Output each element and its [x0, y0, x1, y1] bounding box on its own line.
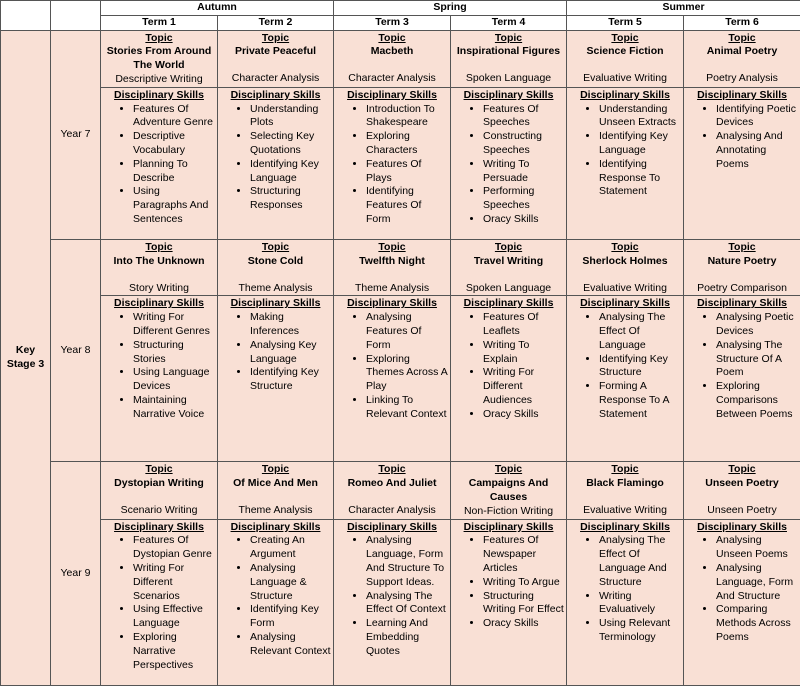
- topic-label: Topic: [334, 32, 450, 46]
- skill-item: • Writing To Persuade: [483, 158, 564, 186]
- skill-item: • Oracy Skills: [483, 213, 564, 227]
- assessment-type: Poetry Comparison: [684, 282, 800, 296]
- skills-label: Disciplinary Skills: [220, 297, 331, 311]
- skills-list: [569, 534, 681, 644]
- skill-item: • Exploring Themes Across A Play: [366, 353, 448, 394]
- skill-item: • Identifying Response To Statement: [599, 158, 681, 199]
- skills-list: [103, 534, 215, 672]
- skill-item: • Introduction To Shakespeare: [366, 103, 448, 131]
- skills-list: [453, 103, 564, 227]
- skills-list: [220, 534, 331, 658]
- topic-label: Topic: [567, 32, 683, 46]
- topic-cell: [101, 30, 218, 87]
- skills-label: Disciplinary Skills: [220, 521, 331, 535]
- topic-cell: [218, 30, 334, 87]
- topic-name: Travel Writing: [451, 255, 566, 282]
- skill-item: • Writing For Different Scenarios: [133, 562, 215, 603]
- assessment-type: Evaluative Writing: [567, 72, 683, 86]
- term-2-header: Term 2: [218, 15, 334, 30]
- topic-label: Topic: [451, 32, 566, 46]
- assessment-type: Evaluative Writing: [567, 282, 683, 296]
- skill-item: • Selecting Key Quotations: [250, 130, 331, 158]
- topic-cell: [101, 239, 218, 296]
- topic-cell: [567, 462, 684, 519]
- skill-item: • Analysing Language, Form And Structure To Support Ideas.: [366, 534, 448, 589]
- skill-item: • Identifying Key Structure: [599, 353, 681, 381]
- topic-name: Science Fiction: [567, 45, 683, 72]
- skills-label: Disciplinary Skills: [569, 89, 681, 103]
- skills-list: [569, 311, 681, 421]
- assessment-type: Theme Analysis: [218, 504, 333, 518]
- topic-cell: [218, 239, 334, 296]
- skill-item: • Writing To Explain: [483, 339, 564, 367]
- skill-item: • Analysing The Effect Of Language And Structure: [599, 534, 681, 589]
- skills-cell: [218, 519, 334, 685]
- topic-cell: [451, 239, 567, 296]
- assessment-type: Spoken Language: [451, 282, 566, 296]
- topic-cell: [334, 30, 451, 87]
- term-5-header: Term 5: [567, 15, 684, 30]
- skills-list: [220, 311, 331, 394]
- year-label: Year 9: [51, 462, 101, 685]
- skill-item: • Analysing The Effect Of Language: [599, 311, 681, 352]
- topic-name: Macbeth: [334, 45, 450, 72]
- skill-item: • Structuring Stories: [133, 339, 215, 367]
- skill-item: • Writing To Argue: [483, 576, 564, 590]
- assessment-type: Theme Analysis: [334, 282, 450, 296]
- year-label: Year 8: [51, 239, 101, 462]
- skills-cell: [334, 87, 451, 239]
- year-topic-row: [1, 30, 800, 87]
- topic-label: Topic: [218, 32, 333, 46]
- skill-item: • Comparing Methods Across Poems: [716, 603, 798, 644]
- skill-item: • Analysing Poetic Devices: [716, 311, 798, 339]
- season-header-row: [1, 1, 800, 16]
- season-spring: Spring: [334, 1, 567, 16]
- skills-cell: [101, 296, 218, 462]
- assessment-type: Story Writing: [101, 282, 217, 296]
- skill-item: • Oracy Skills: [483, 617, 564, 631]
- skill-item: • Forming A Response To A Statement: [599, 380, 681, 421]
- skills-label: Disciplinary Skills: [453, 521, 564, 535]
- skill-item: • Performing Speeches: [483, 185, 564, 213]
- corner-cell-1: [1, 1, 51, 31]
- skills-label: Disciplinary Skills: [103, 521, 215, 535]
- topic-label: Topic: [684, 463, 800, 477]
- skill-item: • Planning To Describe: [133, 158, 215, 186]
- skills-label: Disciplinary Skills: [103, 297, 215, 311]
- season-summer: Summer: [567, 1, 800, 16]
- skill-item: • Features Of Newspaper Articles: [483, 534, 564, 575]
- skill-item: • Writing For Different Genres: [133, 311, 215, 339]
- skill-item: • Exploring Comparisons Between Poems: [716, 380, 798, 421]
- skills-cell: [567, 296, 684, 462]
- skills-cell: [451, 296, 567, 462]
- topic-label: Topic: [101, 241, 217, 255]
- skill-item: • Analysing Relevant Context: [250, 631, 331, 659]
- skills-cell: [334, 296, 451, 462]
- skills-cell: [684, 87, 800, 239]
- topic-label: Topic: [451, 241, 566, 255]
- skills-cell: [567, 87, 684, 239]
- skills-cell: [451, 519, 567, 685]
- skill-item: • Identifying Key Language: [250, 158, 331, 186]
- skill-item: • Writing Evaluatively: [599, 590, 681, 618]
- topic-name: Inspirational Figures: [451, 45, 566, 72]
- topic-label: Topic: [334, 463, 450, 477]
- topic-label: Topic: [101, 32, 217, 46]
- skills-label: Disciplinary Skills: [336, 521, 448, 535]
- topic-cell: [334, 239, 451, 296]
- key-stage-label: Key Stage 3: [1, 30, 51, 685]
- skill-item: • Constructing Speeches: [483, 130, 564, 158]
- topic-cell: [218, 462, 334, 519]
- topic-label: Topic: [684, 32, 800, 46]
- topic-name: Sherlock Holmes: [567, 255, 683, 282]
- skill-item: • Structuring Responses: [250, 185, 331, 213]
- skill-item: • Features Of Dystopian Genre: [133, 534, 215, 562]
- skill-item: • Writing For Different Audiences: [483, 366, 564, 407]
- skill-item: • Analysing The Effect Of Context: [366, 590, 448, 618]
- year-skills-row: [1, 519, 800, 685]
- skills-label: Disciplinary Skills: [686, 297, 798, 311]
- assessment-type: Spoken Language: [451, 72, 566, 86]
- skills-label: Disciplinary Skills: [569, 297, 681, 311]
- topic-name: Stories From Around The World: [101, 45, 217, 73]
- topic-label: Topic: [101, 463, 217, 477]
- skill-item: • Analysing Key Language: [250, 339, 331, 367]
- skills-cell: [451, 87, 567, 239]
- topic-cell: [101, 462, 218, 519]
- year-skills-row: [1, 296, 800, 462]
- skills-cell: [218, 87, 334, 239]
- topic-label: Topic: [451, 463, 566, 477]
- topic-label: Topic: [334, 241, 450, 255]
- assessment-type: Poetry Analysis: [684, 72, 800, 86]
- skills-label: Disciplinary Skills: [569, 521, 681, 535]
- skill-item: • Understanding Unseen Extracts: [599, 103, 681, 131]
- skill-item: • Analysing And Annotating Poems: [716, 130, 798, 171]
- skill-item: • Identifying Key Form: [250, 603, 331, 631]
- assessment-type: Character Analysis: [334, 504, 450, 518]
- topic-name: Romeo And Juliet: [334, 477, 450, 504]
- topic-cell: [451, 462, 567, 519]
- topic-cell: [684, 462, 800, 519]
- skills-label: Disciplinary Skills: [453, 89, 564, 103]
- year-label: Year 7: [51, 30, 101, 239]
- season-autumn: Autumn: [101, 1, 334, 16]
- year-skills-row: [1, 87, 800, 239]
- term-1-header: Term 1: [101, 15, 218, 30]
- skills-list: [336, 534, 448, 658]
- skill-item: • Exploring Characters: [366, 130, 448, 158]
- corner-cell-2: [51, 1, 101, 31]
- skill-item: • Identifying Features Of Form: [366, 185, 448, 226]
- skill-item: • Analysing Language & Structure: [250, 562, 331, 603]
- skill-item: • Identifying Poetic Devices: [716, 103, 798, 131]
- topic-cell: [567, 239, 684, 296]
- year-topic-row: [1, 239, 800, 296]
- year-topic-row: [1, 462, 800, 519]
- skill-item: • Analysing The Structure Of A Poem: [716, 339, 798, 380]
- skills-label: Disciplinary Skills: [453, 297, 564, 311]
- skill-item: • Analysing Features Of Form: [366, 311, 448, 352]
- skills-label: Disciplinary Skills: [220, 89, 331, 103]
- skills-list: [686, 534, 798, 644]
- skill-item: • Making Inferences: [250, 311, 331, 339]
- topic-label: Topic: [567, 463, 683, 477]
- skill-item: • Understanding Plots: [250, 103, 331, 131]
- assessment-type: Unseen Poetry: [684, 504, 800, 518]
- skills-label: Disciplinary Skills: [686, 521, 798, 535]
- skills-list: [103, 311, 215, 421]
- assessment-type: Non-Fiction Writing: [451, 505, 566, 519]
- skill-item: • Using Paragraphs And Sentences: [133, 185, 215, 226]
- assessment-type: Character Analysis: [218, 72, 333, 86]
- skills-label: Disciplinary Skills: [336, 89, 448, 103]
- skill-item: • Analysing Language, Form And Structure: [716, 562, 798, 603]
- topic-name: Of Mice And Men: [218, 477, 333, 504]
- skills-cell: [567, 519, 684, 685]
- skill-item: • Identifying Key Language: [599, 130, 681, 158]
- topic-cell: [451, 30, 567, 87]
- skill-item: • Using Relevant Terminology: [599, 617, 681, 645]
- topic-name: Animal Poetry: [684, 45, 800, 72]
- assessment-type: Scenario Writing: [101, 504, 217, 518]
- skills-list: [569, 103, 681, 200]
- skills-cell: [684, 519, 800, 685]
- skills-list: [336, 103, 448, 227]
- skills-cell: [684, 296, 800, 462]
- term-6-header: Term 6: [684, 15, 800, 30]
- assessment-type: Evaluative Writing: [567, 504, 683, 518]
- skill-item: • Features Of Leaflets: [483, 311, 564, 339]
- skills-label: Disciplinary Skills: [686, 89, 798, 103]
- topic-label: Topic: [567, 241, 683, 255]
- skill-item: • Using Effective Language: [133, 603, 215, 631]
- skill-item: • Structuring Writing For Effect: [483, 590, 564, 618]
- skill-item: • Using Language Devices: [133, 366, 215, 394]
- topic-name: Nature Poetry: [684, 255, 800, 282]
- skills-list: [103, 103, 215, 227]
- skill-item: • Learning And Embedding Quotes: [366, 617, 448, 658]
- term-3-header: Term 3: [334, 15, 451, 30]
- assessment-type: Theme Analysis: [218, 282, 333, 296]
- skills-list: [453, 534, 564, 631]
- term-header-row: [1, 15, 800, 30]
- topic-cell: [684, 239, 800, 296]
- skills-list: [220, 103, 331, 213]
- topic-name: Twelfth Night: [334, 255, 450, 282]
- topic-name: Black Flamingo: [567, 477, 683, 504]
- skill-item: • Features Of Speeches: [483, 103, 564, 131]
- skills-cell: [101, 519, 218, 685]
- topic-name: Dystopian Writing: [101, 477, 217, 504]
- skill-item: • Linking To Relevant Context: [366, 394, 448, 422]
- skills-list: [686, 311, 798, 421]
- topic-label: Topic: [218, 241, 333, 255]
- skills-label: Disciplinary Skills: [103, 89, 215, 103]
- skill-item: • Maintaining Narrative Voice: [133, 394, 215, 422]
- topic-name: Into The Unknown: [101, 255, 217, 282]
- term-4-header: Term 4: [451, 15, 567, 30]
- skill-item: • Features Of Adventure Genre: [133, 103, 215, 131]
- topic-label: Topic: [218, 463, 333, 477]
- skill-item: • Descriptive Vocabulary: [133, 130, 215, 158]
- assessment-type: Descriptive Writing: [101, 73, 217, 87]
- skill-item: • Exploring Narrative Perspectives: [133, 631, 215, 672]
- topic-name: Stone Cold: [218, 255, 333, 282]
- skills-label: Disciplinary Skills: [336, 297, 448, 311]
- skill-item: • Features Of Plays: [366, 158, 448, 186]
- topic-label: Topic: [684, 241, 800, 255]
- topic-cell: [334, 462, 451, 519]
- topic-cell: [567, 30, 684, 87]
- topic-cell: [684, 30, 800, 87]
- skill-item: • Oracy Skills: [483, 408, 564, 422]
- skills-cell: [218, 296, 334, 462]
- topic-name: Unseen Poetry: [684, 477, 800, 504]
- skills-list: [686, 103, 798, 172]
- assessment-type: Character Analysis: [334, 72, 450, 86]
- skills-list: [336, 311, 448, 421]
- skills-cell: [101, 87, 218, 239]
- skills-cell: [334, 519, 451, 685]
- skill-item: • Analysing Unseen Poems: [716, 534, 798, 562]
- topic-name: Campaigns And Causes: [451, 477, 566, 505]
- skill-item: • Creating An Argument: [250, 534, 331, 562]
- skill-item: • Identifying Key Structure: [250, 366, 331, 394]
- skills-list: [453, 311, 564, 421]
- topic-name: Private Peaceful: [218, 45, 333, 72]
